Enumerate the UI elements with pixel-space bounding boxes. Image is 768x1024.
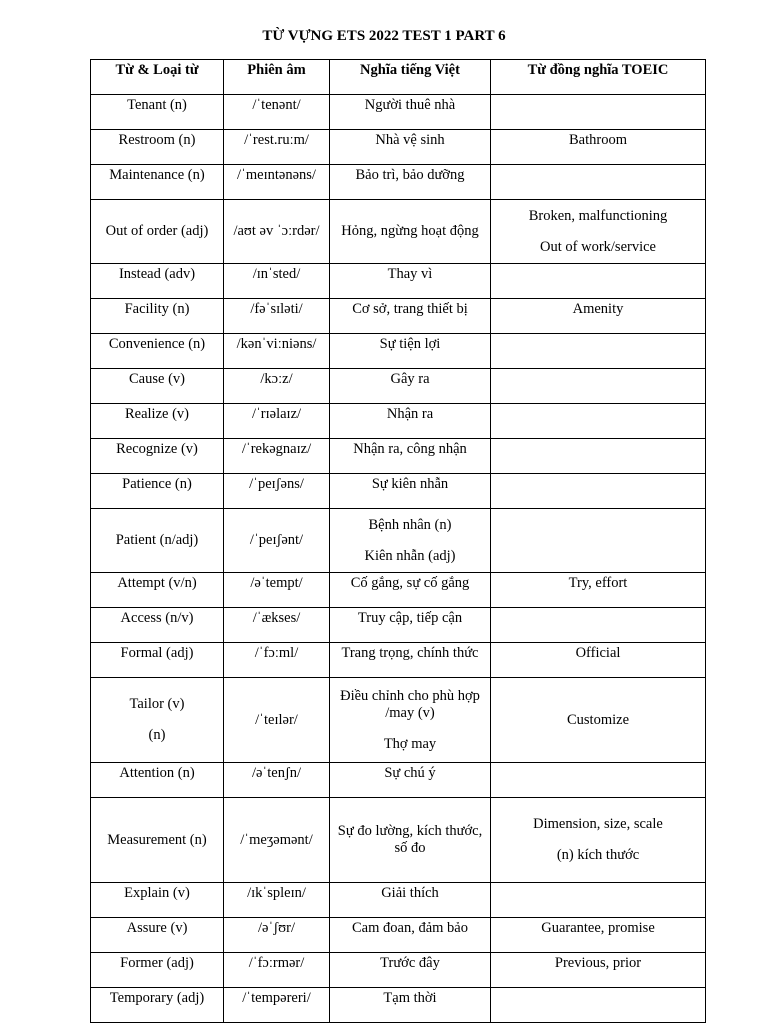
table-row — [91, 509, 706, 573]
word-cell: Realize (v) — [91, 404, 224, 439]
synonym-cell: Customize — [491, 678, 706, 763]
header-word: Từ & Loại từ — [91, 60, 224, 95]
vocabulary-table — [90, 59, 706, 1023]
word-cell: Former (adj) — [91, 953, 224, 988]
table-row — [91, 798, 706, 883]
table-row — [91, 334, 706, 369]
table-row — [91, 369, 706, 404]
ipa-cell: /əˈtempt/ — [224, 573, 330, 608]
synonym-cell — [491, 509, 706, 573]
table-row — [91, 678, 706, 763]
ipa-cell: /ˈfɔːml/ — [224, 643, 330, 678]
meaning-cell: Nhận ra, công nhận — [330, 439, 491, 474]
header-synonym: Từ đồng nghĩa TOEIC — [491, 60, 706, 95]
word-cell: Tenant (n) — [91, 95, 224, 130]
meaning-cell: Sự kiên nhẫn — [330, 474, 491, 509]
word-cell: Restroom (n) — [91, 130, 224, 165]
ipa-cell: /ˈfɔːrmər/ — [224, 953, 330, 988]
word-cell: Instead (adv) — [91, 264, 224, 299]
ipa-cell: /ˈækses/ — [224, 608, 330, 643]
synonym-cell: Dimension, size, scale (n) kích thước — [491, 798, 706, 883]
synonym-cell — [491, 883, 706, 918]
synonym-cell — [491, 474, 706, 509]
table-row — [91, 200, 706, 264]
meaning-cell: Điều chỉnh cho phù hợp /may (v) Thợ may — [330, 678, 491, 763]
synonym-cell — [491, 763, 706, 798]
synonym-cell — [491, 404, 706, 439]
page-title: TỪ VỰNG ETS 2022 TEST 1 PART 6 — [262, 28, 506, 44]
meaning-cell: Sự đo lường, kích thước, số đo — [330, 798, 491, 883]
table-row — [91, 953, 706, 988]
table-row — [91, 130, 706, 165]
synonym-cell: Amenity — [491, 299, 706, 334]
meaning-cell: Người thuê nhà — [330, 95, 491, 130]
ipa-cell: /ˈteɪlər/ — [224, 678, 330, 763]
table-row — [91, 918, 706, 953]
table-row — [91, 608, 706, 643]
word-cell: Out of order (adj) — [91, 200, 224, 264]
word-cell: Tailor (v) (n) — [91, 678, 224, 763]
word-cell: Assure (v) — [91, 918, 224, 953]
table-row — [91, 404, 706, 439]
word-cell: Patient (n/adj) — [91, 509, 224, 573]
word-cell: Maintenance (n) — [91, 165, 224, 200]
ipa-cell: /ˈrest.ruːm/ — [224, 130, 330, 165]
table-row — [91, 883, 706, 918]
ipa-cell: /kɔːz/ — [224, 369, 330, 404]
ipa-cell: /ˈrekəgnaɪz/ — [224, 439, 330, 474]
ipa-cell: /əˈtenʃn/ — [224, 763, 330, 798]
word-cell: Recognize (v) — [91, 439, 224, 474]
meaning-cell: Hỏng, ngừng hoạt động — [330, 200, 491, 264]
synonym-cell: Previous, prior — [491, 953, 706, 988]
meaning-cell: Cam đoan, đảm bảo — [330, 918, 491, 953]
table-row — [91, 474, 706, 509]
table-row — [91, 95, 706, 130]
word-cell: Cause (v) — [91, 369, 224, 404]
meaning-cell: Tạm thời — [330, 988, 491, 1023]
synonym-cell — [491, 264, 706, 299]
meaning-cell: Gây ra — [330, 369, 491, 404]
table-row — [91, 439, 706, 474]
meaning-cell: Truy cập, tiếp cận — [330, 608, 491, 643]
ipa-cell: /ɪnˈsted/ — [224, 264, 330, 299]
meaning-cell: Sự chú ý — [330, 763, 491, 798]
synonym-cell — [491, 608, 706, 643]
synonym-cell: Bathroom — [491, 130, 706, 165]
word-cell: Facility (n) — [91, 299, 224, 334]
table-body — [91, 95, 706, 1023]
word-cell: Explain (v) — [91, 883, 224, 918]
table-row — [91, 573, 706, 608]
meaning-cell: Cố gắng, sự cố gắng — [330, 573, 491, 608]
ipa-cell: /ˈtenənt/ — [224, 95, 330, 130]
ipa-cell: /aʊt əv ˈɔːrdər/ — [224, 200, 330, 264]
word-cell: Access (n/v) — [91, 608, 224, 643]
meaning-cell: Nhà vệ sinh — [330, 130, 491, 165]
ipa-cell: /fəˈsɪləti/ — [224, 299, 330, 334]
meaning-cell: Bệnh nhân (n) Kiên nhẫn (adj) — [330, 509, 491, 573]
synonym-cell: Guarantee, promise — [491, 918, 706, 953]
synonym-cell — [491, 95, 706, 130]
ipa-cell: /ˈpeɪʃəns/ — [224, 474, 330, 509]
table-row — [91, 165, 706, 200]
meaning-cell: Thay vì — [330, 264, 491, 299]
synonym-cell: Try, effort — [491, 573, 706, 608]
synonym-cell — [491, 988, 706, 1023]
synonym-cell — [491, 439, 706, 474]
table-row — [91, 299, 706, 334]
ipa-cell: /əˈʃʊr/ — [224, 918, 330, 953]
word-cell: Attention (n) — [91, 763, 224, 798]
word-cell: Patience (n) — [91, 474, 224, 509]
meaning-cell: Giải thích — [330, 883, 491, 918]
header-ipa: Phiên âm — [224, 60, 330, 95]
ipa-cell: /kənˈviːniəns/ — [224, 334, 330, 369]
word-cell: Formal (adj) — [91, 643, 224, 678]
table-row — [91, 643, 706, 678]
meaning-cell: Nhận ra — [330, 404, 491, 439]
ipa-cell: /ˈmeɪntənəns/ — [224, 165, 330, 200]
synonym-cell — [491, 165, 706, 200]
ipa-cell: /ɪkˈspleɪn/ — [224, 883, 330, 918]
table-row — [91, 988, 706, 1023]
meaning-cell: Trước đây — [330, 953, 491, 988]
synonym-cell: Broken, malfunctioning Out of work/service — [491, 200, 706, 264]
table-header-row — [91, 60, 706, 95]
ipa-cell: /ˈpeɪʃənt/ — [224, 509, 330, 573]
word-cell: Convenience (n) — [91, 334, 224, 369]
synonym-cell: Official — [491, 643, 706, 678]
meaning-cell: Cơ sở, trang thiết bị — [330, 299, 491, 334]
header-meaning: Nghĩa tiếng Việt — [330, 60, 491, 95]
synonym-cell — [491, 334, 706, 369]
synonym-cell — [491, 369, 706, 404]
word-cell: Attempt (v/n) — [91, 573, 224, 608]
ipa-cell: /ˈmeʒəmənt/ — [224, 798, 330, 883]
meaning-cell: Bảo trì, bảo dưỡng — [330, 165, 491, 200]
meaning-cell: Sự tiện lợi — [330, 334, 491, 369]
table-row — [91, 264, 706, 299]
table-row — [91, 763, 706, 798]
ipa-cell: /ˈtempəreri/ — [224, 988, 330, 1023]
ipa-cell: /ˈrɪəlaɪz/ — [224, 404, 330, 439]
meaning-cell: Trang trọng, chính thức — [330, 643, 491, 678]
word-cell: Measurement (n) — [91, 798, 224, 883]
word-cell: Temporary (adj) — [91, 988, 224, 1023]
